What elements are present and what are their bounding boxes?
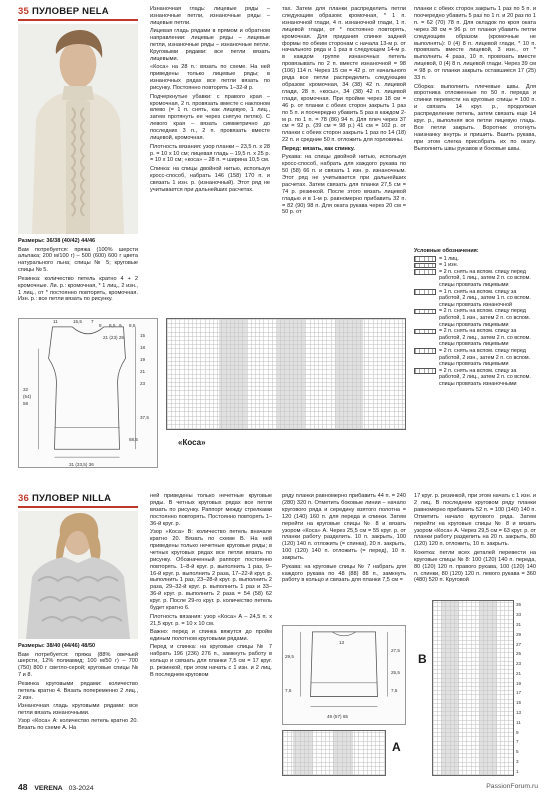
chart-kosa-band-3 — [335, 319, 363, 429]
chart-a-band-1 — [293, 731, 313, 775]
schem2-label-4: 49 (57) 65 — [327, 714, 348, 719]
chart-b-row-number: 33 — [516, 612, 522, 618]
schem1-label-4: 8,5 — [109, 323, 116, 328]
legend-item — [414, 289, 536, 309]
section2-number: 36 — [18, 493, 29, 504]
section2-col4-p1: Кокетка: петли всех деталей перевести на круговые спицы № 8: 100 (120) 140 п. переда, 80 (120) 120 п. правого рукава, 100 (120) 140 п. спинки, 80 (120) 120 п. левого рукава = 360 (480) 520 п. Круговой — [414, 549, 536, 584]
chart-b-row-number: 9 — [516, 729, 519, 735]
section2-sizes: Размеры: 38/40 (44/46) 48/50 — [18, 643, 96, 649]
section2-stockinette: Изнаночная гладь круговыми рядами: все петли вязать изнаночными. — [18, 703, 138, 716]
section2-col2-p4: Перед и спинка: на круговые спицы № 7 набрать 196 (236) 276 п., замкнуть работу в кольцо и связать для планки 7,5 см = 17 круг. р. резинкой, при этом начать с 1 изн. и 2 лиц. В последнем круговом — [150, 644, 272, 679]
section2-title — [18, 493, 138, 504]
schem2-label-5: 25,5 — [391, 670, 400, 675]
page-footer — [18, 781, 538, 793]
section1-col2-p4: Плотность вязания: узор планки – 23,5 п. x 28 р. = 10 x 10 см; лицевая гладь – 19,5 п. x 25 р. = 10 x 10 см; «коса» – 28 п. = ширина 10,5 см. — [150, 143, 270, 164]
chart-b-row-number: 13 — [516, 709, 522, 715]
legend-text: = 2 п. снять на вспом. спицу перед работой, 1 изн., затем 2 п. со вспом. спицы провязать лицевыми — [439, 308, 531, 328]
chart-b-row-number: 23 — [516, 661, 522, 667]
section2-col4-text — [414, 493, 536, 593]
section2-col1-text — [18, 643, 138, 778]
section1-rib: Резинка: количество петель кратно 4 + 2 кромочные. Ли. р.: кромочная, * 1 лиц., 2 изн., 1 лиц., от * постоянно повторять, кромочная. Изн. р.: все петли вязать по рисунку. — [18, 275, 138, 303]
chart-b-row-number: 31 — [516, 621, 522, 627]
chart-b-row-number: 21 — [516, 670, 522, 676]
chart-b-band-1 — [441, 601, 459, 775]
legend-text: = 2 п. снять на вспом. спицу за работой, 2 лиц., затем 2 п. со вспом. спицы провязать лицевыми — [439, 328, 531, 348]
schem2-label-2: 13 — [339, 640, 345, 645]
section1-col3-p1: Перед: вязать, как спинку. — [282, 145, 355, 152]
legend-text: = 1 п. снять на вспом. спицу за работой, 2 лиц., затем 1 п. со вспом. спицы провязать изнаночной — [439, 288, 531, 308]
section1-materials: Вам потребуется: пряжа (100% шерсти альпака; 200 м/100 г) – 500 (600) 600 г цвета натурального льна; спицы № 5; круговые спицы № 5. — [18, 246, 138, 274]
schem1-label-16: 58 — [23, 401, 29, 406]
legend-symbol — [414, 256, 436, 262]
schem1-label-14: 32 — [23, 387, 29, 392]
schem2-label-0: 29,5 — [285, 654, 294, 659]
legend-symbol — [414, 289, 436, 295]
section1-legend — [414, 248, 536, 478]
chart-b-row-number: 7 — [516, 739, 519, 745]
chart-b-row-number: 11 — [516, 719, 521, 725]
chart-a-label: A — [392, 740, 401, 754]
schem1-label-3: 8 — [99, 323, 102, 328]
chart-b-row-numbers — [516, 600, 536, 776]
legend-symbol — [414, 368, 436, 374]
section1-col2-text — [150, 6, 270, 271]
schem1-label-15: (54) — [23, 394, 32, 399]
chart-b-row-number: 17 — [516, 690, 522, 696]
legend-item — [414, 348, 536, 368]
source-site: PassionForum.ru — [486, 783, 538, 790]
schem1-label-10: 19 — [140, 357, 146, 362]
section2-rib: Резинка круговыми рядами: количество петель кратно 4. Вязать попеременно 2 лиц., 2 изн. — [18, 680, 138, 701]
chart-b-band-2 — [479, 601, 497, 775]
schem1-label-2: 7 — [91, 319, 94, 324]
section1-col4-p0: планки с обеих сторон закрыть 1 раз по 5 п. и поочередно убавить 5 раз по 1 п. и 20 раз по 1 п. = 62 (70) 78 п. Для окладок по кроя оката через 38 см = 96 р. от планки убавить петли следующим образом (кромочные не выполнять): 0 (4) 8 п. лицевой глади, * 10 п. провязать вместе лицевой, 3 изн., от * выполнить 4 раза, 10 п. провязать вместе лицевой, 0 (4) 8 п. лицевой глади. Через 39 см = 98 р. от планки закрыть оставшиеся 17 (25) 33 п. — [414, 6, 536, 82]
legend-symbol — [414, 329, 436, 335]
section1-col2-p5: Спинка: на спицы двойной нитью, используя кросс-способ, набрать 146 (158) 170 п. и связать 1 изн. р. (изнаночный). Этот ряд не учитывается при дальнейших расчетах. — [150, 165, 270, 193]
issue-number: 03-2024 — [68, 785, 94, 792]
section1-col2-p1: Лицевая гладь рядами в прямом и обратном направлении: лицевые ряды – лицевые петли, изнаночные ряды – изнаночные петли. Круговыми рядами: все петли вязать лицевыми. — [150, 28, 270, 62]
section2-col2-p1: Узор «Коса» В: количество петель вначале кратно 20. Вязать по схеме В. На ней приведены только нечетные круговые ряды; в четных круговых рядах все петли вязать по рисунку. Обозначенный раппорт постоянно повторять. 1–8-й круг. р. выполнить 1 раз, 9–16-й круг. р. выполнить 2 раза, 17–22-й круг. р. выполнить 1 раз, 23–28-й круг. р. выполнить 2 раза, 29–32-й круг. р. выполнить 1 раз и 33–36-й круг. р. выполнить 2 раза = 54 (58) 62 круг. р. После 29-го круг. р. количество петель будет кратно 6. — [150, 529, 272, 612]
photo-pullover-nela — [18, 24, 138, 234]
legend-item — [414, 262, 536, 269]
section1-col4-p1: Сборка: выполнить плечевые швы. Для воротника отложенные по 50 п. переда и спинки перевести на круговые спицы = 100 п. и связать 14 круг. р., продолжая распределение петель, затем связать еще 14 круг. р., выполняя все петли лицевую гладь. Все петли закрыть. Воротник отогнуть наизнанку внутрь и пришить. Вшить рукава, при этом слегка присобрать их по окату. Выполнить швы рукавов и боковые швы. — [414, 83, 536, 152]
legend-symbol — [414, 309, 436, 315]
section1-title — [18, 6, 138, 17]
chart-b-row-number: 15 — [516, 700, 522, 706]
section1-sizes: Размеры: 36/38 (40/42) 44/46 — [18, 238, 96, 244]
legend-item — [414, 368, 536, 388]
section2-title-text: ПУЛОВЕР NILLA — [31, 493, 112, 504]
chart-b-row-number: 35 — [516, 602, 522, 608]
section2-title-rule — [18, 506, 138, 508]
section1-col4-text — [414, 6, 536, 241]
schem1-label-6: 8,5 — [129, 323, 136, 328]
section2-col2-p2: Плотность вязания: узор «Коса» А – 24,5 п. x 21,5 круг. р. = 10 x 10 см. — [150, 613, 272, 627]
chart-b-row-number: 3 — [516, 758, 519, 764]
section1-title-text: ПУЛОВЕР NELA — [31, 6, 109, 17]
legend-item — [414, 256, 536, 263]
schem1-label-11: 21 — [140, 369, 146, 374]
legend-symbol — [414, 269, 436, 275]
section2-col3-p0: ряду планки равномерно прибавить 44 п. = 240 (280) 320 п. Отметить боковые линии – начало кругового ряда и середину взятого полотна = 120 (140) 160 п. для переда и спинки. Затем перейти на круговые спицы № 8 и вязать узором «Коса» А. Через 25,5 см = 55 круг. р. от планки работу разделить. 10 п. закрыть, 100 (120) 140 п. отложить (= спинка), 20 п. закрыть, 100 (120) 140 п. отложить (= перед), 10 п. закрыть. — [282, 493, 406, 562]
schem2-label-6: 7,5 — [391, 688, 398, 693]
chart-kosa-label: «Коса» — [178, 438, 206, 447]
section1-col3-p0: тах. Затем для планки распределить петли следующим образом: кромочная, * 1 п. изнаночной глади, 4 п. изнаночной глади, 1 п. лицевой глади, от * постоянно повторять, кромочная. Для придания спинке задней формы по обеим сторонам с начала 13-м р. от начального ряда и 1 раз в следующем 14-м р. в каждом группе изнаночных петель провязывать по 2 п. вместе изнаночной = 98 (106) 114 п. Через 15 см = 42 р. от начального ряда все петли распределить следующим образом: кромочная, 34 (38) 42 п. лицевой глади, 28 п. «косы», 34 (38) 42 п. лицевой глади, кромочная. При пройме через 18 см = 46 р. от планки с обеих сторон закрыть 1 раз по 5 п. и поочередно убавить 5 раз в каждом 2-м р. по 1 п. = 78 (86) 94 п. Для плеч через 37 см = 92 р. (39 см = 98 р.) 41 см = 102 р. от планки с обеих сторон закрыть 1 раз по 14 (18) 22 п. и средние 50 п. отложить для горловины. — [282, 6, 406, 144]
section1-col3-text — [282, 6, 406, 306]
chart-b-row-number: 29 — [516, 631, 522, 637]
section1-col2-p0: Изнаночная гладь: лицевые ряды – изнаночные петли, изнаночные ряды – лицевые петли. — [150, 6, 270, 26]
chart-b-row-number: 1 — [516, 768, 519, 774]
chart-b — [432, 600, 514, 776]
legend-item — [414, 308, 536, 328]
section1-col2-p3: Подчеркнутые убавки: с правого края – кромочная, 2 п. провязать вместе с наклоном влево (= 1 п. снять, как лицевую, 1 лиц., затем протянуть ее через снятую петлю). С левого края – вязать симметрично до последних 3 п., 2 п. провязать вместе лицевой, кромочная. — [150, 93, 270, 142]
schem1-label-1: 15,5 — [73, 319, 82, 324]
schem1-label-13: 37,5 — [140, 415, 149, 420]
section2-col2-p3: Важно: перед и спинка вяжутся до пройм единым полотном круговыми рядами. — [150, 629, 272, 642]
legend-text: = 2 п. снять на вспом. спицу перед работой, 2 изн., затем 2 п. со вспом. спицы провязать лицевыми — [439, 347, 531, 368]
section2-col2-text — [150, 493, 272, 778]
legend-symbol — [414, 263, 436, 269]
legend-text: = 1 лиц. — [439, 255, 459, 262]
page-number: 48 — [18, 782, 28, 792]
section2-col1-tail: Узор «Коса» А: количество петель кратно 20. Вязать по схеме А. На — [18, 718, 138, 732]
schem2-label-3: 27,5 — [391, 648, 400, 653]
schem1-label-17: 68,5 — [129, 437, 138, 442]
section2-col4-p0: 17 круг. р. резинкой, при этом начать с 1 изн. и 2 лиц. В последнем круговом ряду планки равномерно прибавить 52 п. = 100 (140) 140 п. Отметить начало кругового ряда. Затем перейти на круговые спицы № 8 и вязать узором «Коса» А. Через 29,5 см = 63 круг. р. от планки работу разделить на 20 п. закрыть, 80 (120) 120 п. отложить, 10 п. закрыть. — [414, 493, 536, 548]
section1-col2-p2: «Коса» на 28 п.: вязать по схеме. На ней приведены только лицевые ряды; в изнаночных рядах все петли вязать по рисунку. Постоянно повторять 1–32-й р. — [150, 64, 270, 92]
section2-schematic — [282, 625, 406, 725]
chart-b-row-number: 19 — [516, 680, 522, 686]
schem1-label-8: 15 — [140, 333, 146, 338]
chart-b-label: B — [418, 652, 427, 666]
magazine-name: VERENA — [34, 785, 63, 792]
section1-col3-p2: Рукава: на спицы двойной нитью, используя кросс-способ, набрать для каждого рукава по 50 (58) 66 п. и связать 1 изн. р. изнаночным. Этот ряд не учитывается при дальнейших расчетах. Затем связать для планки 27,5 см = 74 р. резинкой. После этого вязать лицевой гладью и в 1-м р. равномерно прибавить 32 п. = 82 (90) 98 п. Для оката рукава через 20 см = 50 р. от — [282, 154, 406, 216]
schem1-label-9: 18 — [140, 345, 146, 350]
schem1-label-7: 21 (23) 25 — [103, 335, 124, 340]
chart-b-row-number: 5 — [516, 749, 519, 755]
legend-text: = 2 п. снять на вспом. спицу за работой, 2 лиц., затем 2 п. со вспом. спицы провязать изнаночными — [439, 367, 531, 387]
section2-col3-text — [282, 493, 406, 621]
chart-b-row-number: 25 — [516, 651, 522, 657]
schem1-label-5: 9 — [119, 323, 122, 328]
chart-kosa-band-2 — [277, 319, 305, 429]
chart-a-band-2 — [333, 731, 353, 775]
chart-kosa-band-1 — [219, 319, 247, 429]
schem1-label-18: 31 (33,5) 36 — [69, 462, 94, 467]
legend-text: = 2 п. снять на вспом. спицу перед работой, 1 лиц., затем 2 п. со вспом. спицы провязать лицевыми — [439, 268, 531, 288]
legend-item — [414, 269, 536, 289]
schem1-label-12: 23 — [140, 381, 146, 386]
chart-b-row-number: 27 — [516, 641, 522, 647]
section2-col3-p1: Рукава: на круговые спицы № 7 набрать для каждого рукава по 48 (88) 88 п., замкнуть работу в кольцо и связать для планки 7,5 см = — [282, 563, 406, 584]
schem2-label-1: 7,5 — [285, 688, 292, 693]
legend-symbol — [414, 348, 436, 354]
section2-materials: Вам потребуется: пряжа (88% овечьей шерсти, 12% полиамид; 100 м/50 г) – 700 (750) 800 г светло-серой; круговые спицы № 7 и 8. — [18, 651, 138, 679]
photo-pullover-nilla — [18, 511, 138, 639]
schem1-label-0: 11 — [53, 319, 58, 324]
chart-kosa — [166, 318, 406, 430]
legend-title: Условные обозначения: — [414, 248, 479, 254]
section1-number: 35 — [18, 6, 29, 17]
section1-schematic — [18, 318, 158, 468]
section1-title-rule — [18, 19, 138, 21]
legend-item — [414, 328, 536, 348]
legend-text: = 1 изн. — [439, 262, 459, 269]
section2-col2-p0: ней приведены только нечетные круговые ряды. В четных круговых рядах все петли вязать по рисунку. Раппорт между стрелками постоянно повторять. Постоянно повторять 1–36-й круг. р. — [150, 493, 272, 527]
chart-a — [282, 730, 386, 776]
